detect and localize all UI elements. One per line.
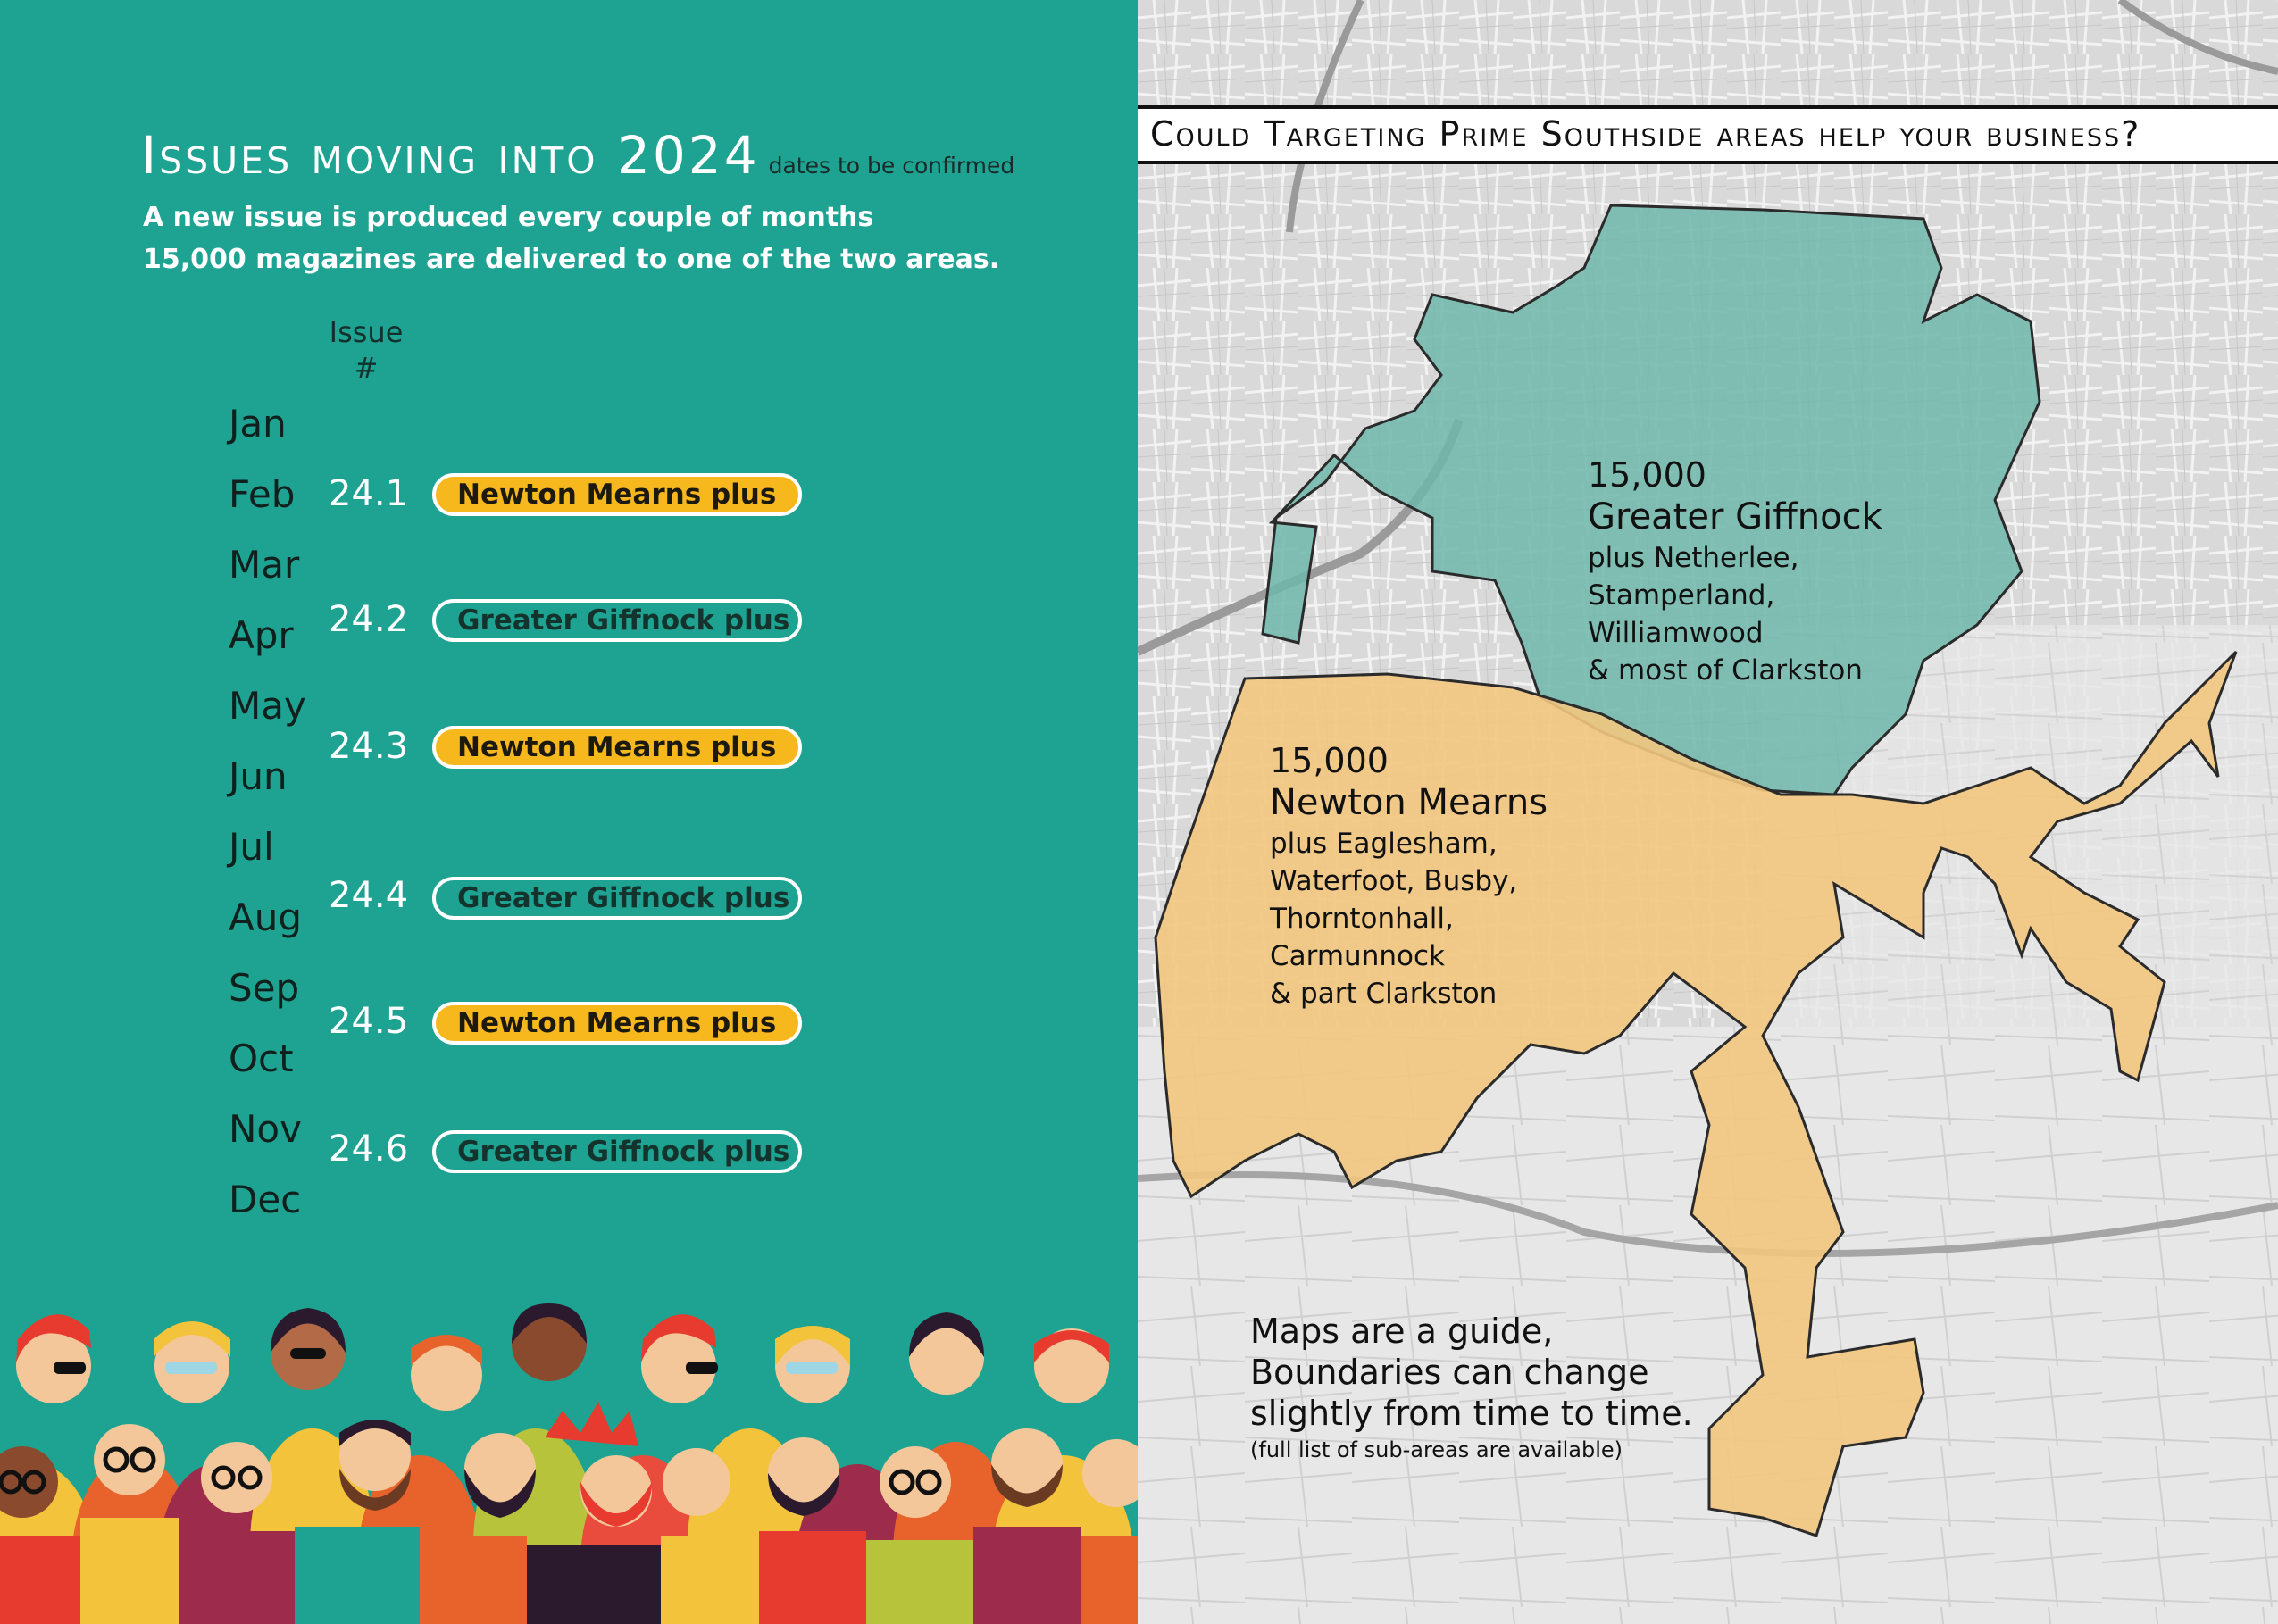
mearns-label <box>1270 741 1548 1012</box>
issue-header-hash: # <box>354 351 379 385</box>
issue-header-label: Issue <box>329 315 404 349</box>
mearns-subarea: Carmunnock <box>1270 940 1445 972</box>
mearns-subarea: & part Clarkston <box>1270 978 1498 1010</box>
month-label: Nov <box>229 1107 302 1151</box>
issue-area-badge: Newton Mearns plus <box>432 726 802 769</box>
issue-number: 24.4 <box>329 875 409 916</box>
month-label: Apr <box>229 613 294 657</box>
issue-area-badge: Newton Mearns plus <box>432 1002 802 1045</box>
giffnock-label <box>1588 455 1882 689</box>
giffnock-count: 15,000 <box>1588 455 1706 495</box>
schedule-panel <box>0 0 1138 1624</box>
issue-number: 24.6 <box>329 1128 409 1170</box>
disclaimer-line: Maps are a guide, <box>1250 1312 1554 1351</box>
intro-text <box>143 196 999 280</box>
month-label: Sep <box>229 966 300 1010</box>
coverage-map-panel <box>1138 0 2278 1624</box>
crowd-illustration <box>0 1277 1138 1624</box>
issue-area-badge: Greater Giffnock plus <box>432 1130 802 1173</box>
mearns-count: 15,000 <box>1270 741 1389 780</box>
month-label: Aug <box>229 895 303 939</box>
month-label: Dec <box>229 1178 302 1221</box>
giffnock-subarea: & most of Clarkston <box>1588 654 1863 687</box>
disclaimer-small: (full list of sub-areas are available) <box>1250 1437 1623 1462</box>
map-disclaimer <box>1250 1311 1693 1466</box>
month-label: Mar <box>229 543 300 587</box>
issue-area-badge: Greater Giffnock plus <box>432 877 802 920</box>
mearns-subarea: plus Eaglesham, <box>1270 828 1498 860</box>
issue-number: 24.5 <box>329 1001 409 1042</box>
mearns-subarea: Thorntonhall, <box>1270 903 1454 935</box>
mearns-subarea: Waterfoot, Busby, <box>1270 865 1518 897</box>
issue-number: 24.2 <box>329 599 409 640</box>
issue-area-badge: Newton Mearns plus <box>432 473 802 516</box>
month-label: Jul <box>229 825 274 869</box>
month-label: May <box>229 684 306 728</box>
heading-note: dates to be confirmed <box>768 153 1015 179</box>
heading-title: Issues moving into 2024 <box>141 125 760 186</box>
giffnock-subarea: plus Netherlee, <box>1588 542 1799 574</box>
month-label: Feb <box>229 472 296 516</box>
disclaimer-line: slightly from time to time. <box>1250 1394 1693 1433</box>
month-label: Jun <box>229 754 288 798</box>
issue-number: 24.1 <box>329 473 409 514</box>
issue-column-header <box>321 314 411 386</box>
map-banner: Could Targeting Prime Southside areas help your business? <box>1138 105 2278 164</box>
giffnock-subarea: Williamwood <box>1588 617 1764 649</box>
issue-number: 24.3 <box>329 726 409 767</box>
month-label: Oct <box>229 1037 294 1080</box>
intro-line: 15,000 magazines are delivered to one of the two areas. <box>143 244 1000 275</box>
giffnock-subarea: Stamperland, <box>1588 579 1775 612</box>
month-label: Jan <box>229 402 287 446</box>
mearns-name: Newton Mearns <box>1270 782 1548 823</box>
issue-area-badge: Greater Giffnock plus <box>432 599 802 642</box>
giffnock-name: Greater Giffnock <box>1588 496 1882 537</box>
disclaimer-line: Boundaries can change <box>1250 1353 1649 1392</box>
intro-line: A new issue is produced every couple of months <box>143 202 874 233</box>
schedule-heading <box>141 125 1014 186</box>
